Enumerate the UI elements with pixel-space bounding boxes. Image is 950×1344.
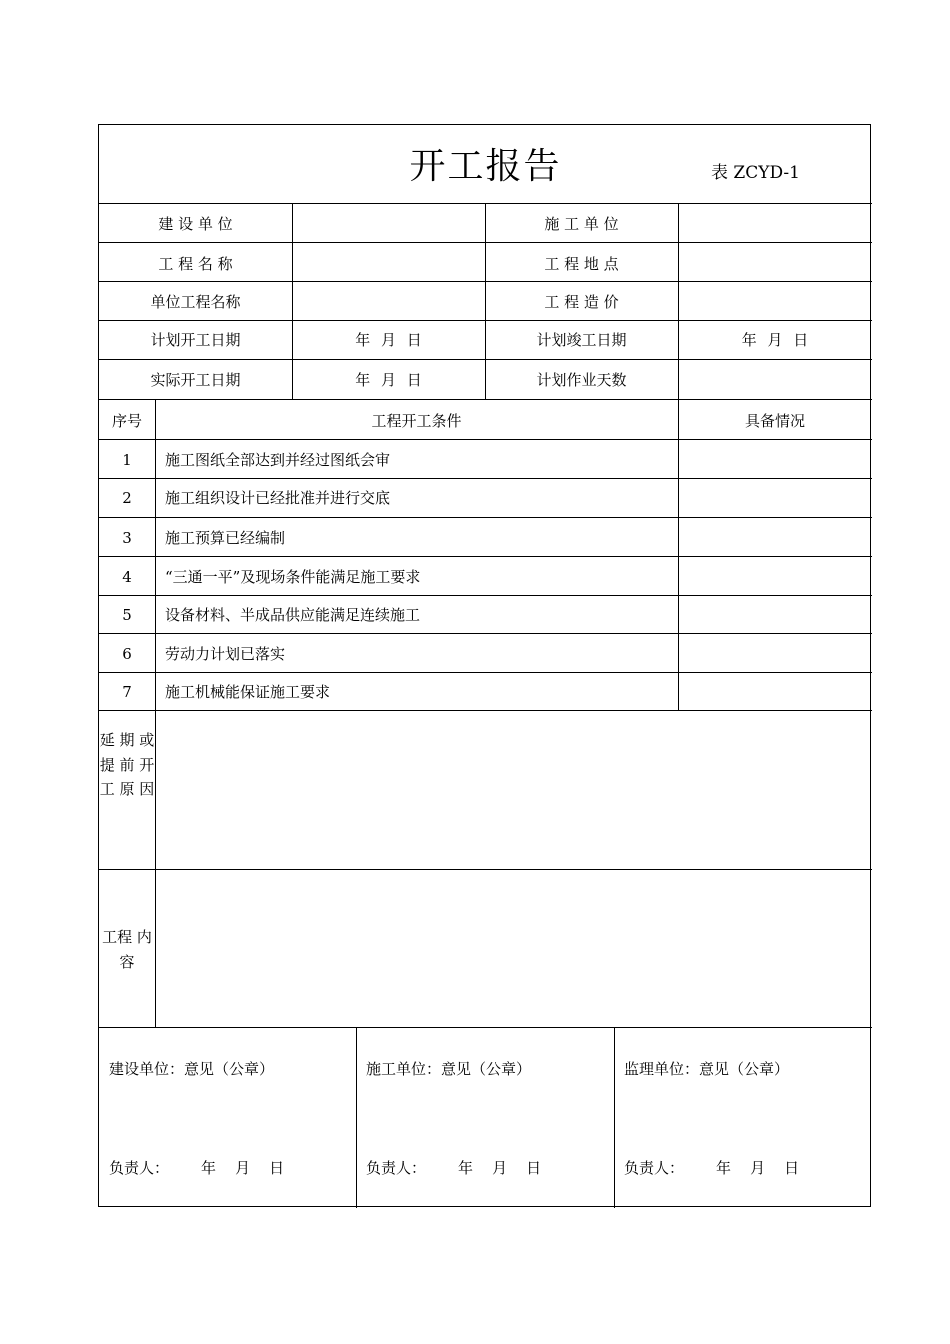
- row-no: 2: [122, 489, 132, 507]
- project-cost-label: 工 程 造 价: [544, 293, 619, 311]
- contractor-label: 施 工 单 位: [544, 215, 619, 233]
- row-condition: “三通一平”及现场条件能满足施工要求: [165, 568, 421, 586]
- col-condition-header: 工程开工条件: [371, 412, 462, 430]
- row-no: 4: [122, 568, 132, 586]
- start-report-form: [98, 124, 871, 1207]
- row-condition: 施工组织设计已经批准并进行交底: [165, 489, 391, 507]
- actual-start-value: 年 月 日: [355, 371, 422, 389]
- project-name-label: 工 程 名 称: [158, 255, 233, 273]
- planned-completion-value: 年 月 日: [741, 331, 809, 349]
- row-condition: 设备材料、半成品供应能满足连续施工: [165, 606, 421, 624]
- project-content-label: 工程 内容: [102, 928, 152, 971]
- row-condition: 施工图纸全部达到并经过图纸会审: [165, 451, 391, 469]
- supervisor-opinion: 监理单位：意见（公章）: [624, 1060, 790, 1078]
- owner-opinion: 建设单位：意见（公章）: [109, 1060, 275, 1078]
- supervisor-responsible-label: 负责人：: [624, 1159, 685, 1177]
- planned-workdays-label: 计划作业天数: [536, 371, 627, 389]
- planned-completion-label: 计划竣工日期: [536, 331, 627, 349]
- row-no: 7: [122, 683, 132, 701]
- owner-date: 年 月 日: [201, 1159, 285, 1177]
- row-no: 1: [122, 451, 132, 469]
- owner-responsible-label: 负责人：: [109, 1159, 170, 1177]
- row-no: 3: [122, 529, 132, 547]
- unit-project-name-label: 单位工程名称: [150, 293, 241, 311]
- contractor-date: 年 月 日: [458, 1159, 542, 1177]
- contractor-opinion: 施工单位：意见（公章）: [366, 1060, 532, 1078]
- owner-label: 建 设 单 位: [158, 215, 233, 233]
- planned-start-label: 计划开工日期: [150, 331, 241, 349]
- row-no: 6: [122, 645, 132, 663]
- delay-reason-label: 延 期 或 提 前 开 工 原 因: [99, 731, 155, 798]
- actual-start-label: 实际开工日期: [150, 371, 241, 389]
- planned-start-value: 年 月 日: [355, 331, 422, 349]
- row-condition: 劳动力计划已落实: [165, 645, 286, 663]
- form-number: 表 ZCYD-1: [711, 163, 800, 183]
- supervisor-date: 年 月 日: [716, 1159, 800, 1177]
- contractor-responsible-label: 负责人：: [366, 1159, 427, 1177]
- page-title: 开工报告: [409, 146, 562, 187]
- project-location-label: 工 程 地 点: [544, 255, 619, 273]
- col-no-header: 序号: [111, 412, 142, 430]
- row-condition: 施工机械能保证施工要求: [165, 683, 331, 701]
- row-condition: 施工预算已经编制: [165, 529, 286, 547]
- col-status-header: 具备情况: [744, 412, 805, 430]
- row-no: 5: [122, 606, 132, 624]
